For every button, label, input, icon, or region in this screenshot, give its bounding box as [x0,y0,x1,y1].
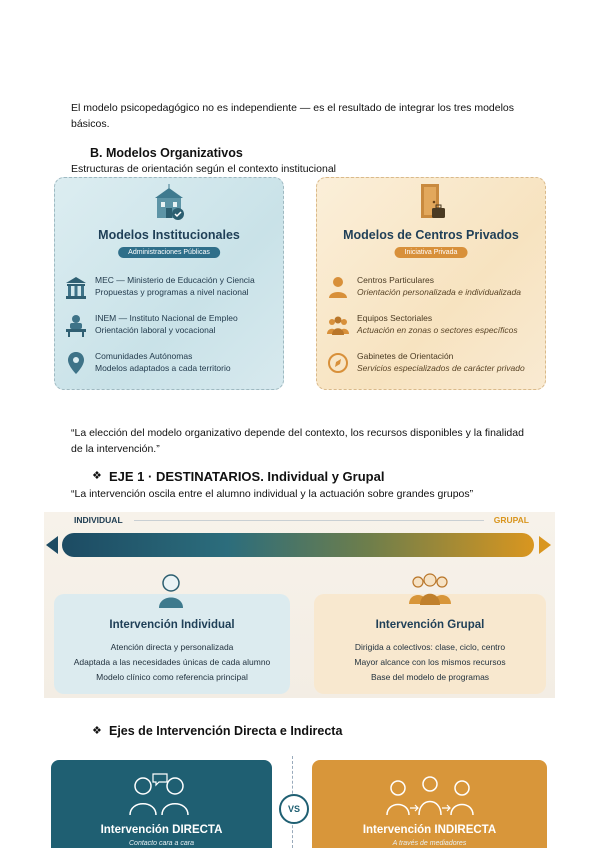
office-desk-icon [65,312,87,338]
diamond-bullet-icon: ❖ [92,470,102,482]
group-icon [408,572,452,606]
team-icon [327,312,349,338]
autonomous-communities-item [65,350,277,380]
diamond-bullet-icon: ❖ [92,725,102,737]
map-pin-icon [65,350,87,376]
arrow-right-icon [539,536,551,554]
individual-scale-label: INDIVIDUAL [74,515,123,525]
inem-item [65,312,277,342]
public-administration-badge: Administraciones Públicas [118,247,220,258]
particular-centers-description: Orientación personalizada e individualizada [357,287,521,297]
individual-group-gradient-bar [62,533,534,557]
guidance-offices-description: Servicios especializados de carácter privado [357,363,525,373]
individual-line-1: Atención directa y personalizada [110,642,234,652]
private-initiative-badge: Iniciativa Privada [395,247,468,258]
institutional-models-panel [54,177,284,390]
sector-teams-title: Equipos Sectoriales [357,313,433,323]
mediator-group-icon [382,772,478,816]
direct-indirect-figure [51,756,547,848]
organizational-models-figure [54,177,546,390]
person-icon [156,572,186,610]
mec-description: Propuestas y programas a nivel nacional [95,287,249,297]
private-centers-panel [316,177,546,390]
group-line-1: Dirigida a colectivos: clase, ciclo, centro [354,642,506,652]
section-b-heading: B. Modelos Organizativos [90,146,243,160]
intro-paragraph: El modelo psicopedagógico no es independiente — es el resultado de integrar los tres modelos básicos. [71,102,515,130]
arrow-left-icon [46,536,58,554]
inem-title: INEM — Instituto Nacional de Empleo [95,313,238,323]
compass-icon [327,350,349,376]
particular-centers-item [327,274,539,304]
versus-badge: VS [279,794,309,824]
eje1-heading: EJE 1 · DESTINATARIOS. Individual y Grupal [109,469,385,484]
mec-item [65,274,277,304]
group-scale-label: GRUPAL [493,515,529,525]
group-intervention-card [314,594,546,694]
organizational-quote: “La elección del modelo organizativo depende del contexto, los recursos disponibles y la finalidad de la intervención.” [71,427,524,455]
group-line-3: Base del modelo de programas [370,672,490,682]
school-building-icon [151,184,187,222]
individual-intervention-card [54,594,290,694]
inem-description: Orientación laboral y vocacional [95,325,216,335]
sector-teams-description: Actuación en zonas o sectores específicos [357,325,518,335]
section-b-subtitle: Estructuras de orientación según el contexto institucional [71,163,336,175]
particular-centers-title: Centros Particulares [357,275,435,285]
sector-teams-item [327,312,539,342]
private-centers-title: Modelos de Centros Privados [343,228,519,242]
individual-intervention-title: Intervención Individual [109,619,235,631]
ejes-heading: Ejes de Intervención Directa e Indirecta [109,724,343,738]
direct-intervention-subtitle: Contacto cara a cara [129,840,194,847]
guidance-offices-item [327,350,539,380]
eje1-quote: “La intervención oscila entre el alumno individual y la actuación sobre grandes grupos” [71,488,474,500]
scale-guide-line [134,520,484,521]
direct-intervention-block [51,760,272,848]
mec-title: MEC — Ministerio de Educación y Ciencia [95,275,255,285]
direct-intervention-title: Intervención DIRECTA [100,824,223,836]
indirect-intervention-title: Intervención INDIRECTA [362,824,497,836]
institutional-models-title: Modelos Institucionales [98,228,240,242]
two-people-talking-icon [125,772,195,816]
group-intervention-title: Intervención Grupal [375,619,485,631]
group-line-2: Mayor alcance con los mismos recursos [354,657,506,667]
indirect-intervention-subtitle: A través de mediadores [392,840,467,847]
door-briefcase-icon [415,182,447,222]
government-building-icon [65,274,87,300]
indirect-intervention-block [312,760,547,848]
person-icon [327,274,349,300]
individual-line-3: Modelo clínico como referencia principal [96,672,248,682]
individual-line-2: Adaptada a las necesidades únicas de cada alumno [73,657,271,667]
autonomous-communities-title: Comunidades Autónomas [95,351,193,361]
individual-group-figure [44,512,555,698]
autonomous-communities-description: Modelos adaptados a cada territorio [95,363,231,373]
guidance-offices-title: Gabinetes de Orientación [357,351,454,361]
